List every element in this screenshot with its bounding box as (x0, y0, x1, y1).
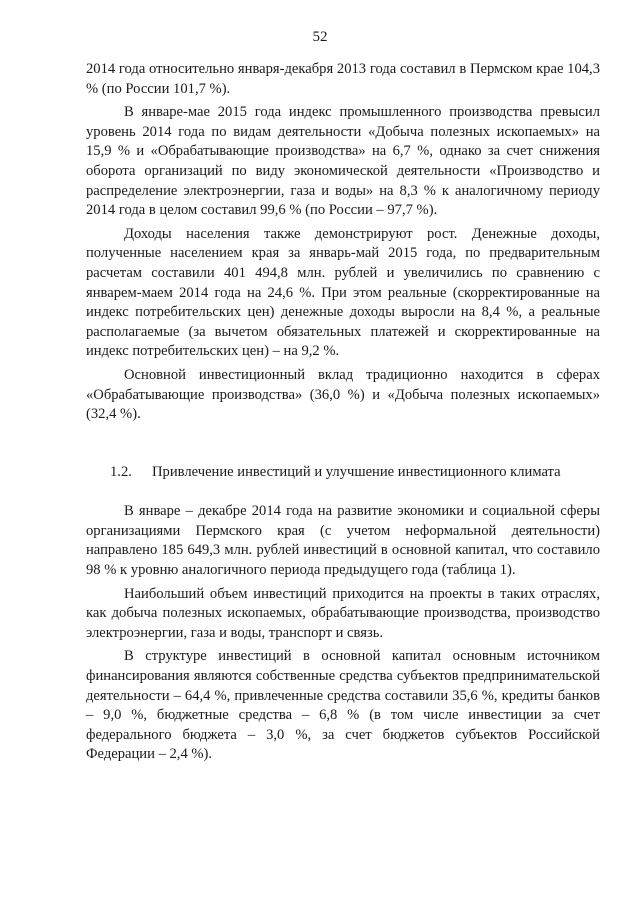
paragraph-investment-volume: В январе – декабре 2014 года на развитие экономики и социальной сферы организациями Пермского края (с учетом неформальной деятельности) направлено 185 649,3 млн. рублей инвестиций в основной капитал, что составило 98 % к уровню аналогичного периода предыдущего года (таблица 1). (86, 503, 600, 579)
paragraph-investment-contribution: Основной инвестиционный вклад традиционно находится в сферах «Обрабатывающие производства» (36,0 %) и «Добыча полезных ископаемых» (32,4 %). (86, 366, 600, 423)
section-title: Привлечение инвестиций и улучшение инвестиционного климата (152, 463, 561, 480)
paragraph-population-income: Доходы населения также демонстрируют рост. Денежные доходы, полученные населением края за январь-май 2015 года, по предварительным расчетам составили 401 494,8 млн. рублей и увеличились по сравнению с январем-маем 2014 года на 24,6 %. При этом реальные (скорректированные на индекс потребительских цен) денежные доходы выросли на 8,4 %, а реальные располагаемые (за вычетом обязательных платежей и скорректированные на индекс потребительских цен) – на 9,2 %. (86, 225, 600, 360)
section-heading (86, 463, 600, 483)
page-number: 52 (312, 29, 328, 45)
page-body (86, 60, 600, 769)
section-number: 1.2. (110, 463, 132, 480)
paragraph-investment-sectors: Наибольший объем инвестиций приходится на проекты в таких отраслях, как добыча полезных ископаемых, обрабатывающие производства, производство электроэнергии, газа и воды, транспорт и связь. (86, 585, 600, 641)
paragraph-industrial-index: В январе-мае 2015 года индекс промышленного производства превысил уровень 2014 года по видам деятельности «Добыча полезных ископаемых» на 15,9 % и «Обрабатывающие производства» на 6,7 %, однако за счет снижения оборота организаций по виду экономической деятельности «Производство и распределение электроэнергии, газа и воды» на 8,3 % к аналогичному периоду 2014 года в целом составил 99,6 % (по России – 97,7 %). (86, 104, 600, 219)
paragraph-continuation: 2014 года относительно января-декабря 2013 года составил в Пермском крае 104,3 % (по России 101,7 %). (86, 61, 600, 97)
paragraph-investment-structure: В структуре инвестиций в основной капитал основным источником финансирования являются собственные средства субъектов предпринимательской деятельности – 64,4 %, привлеченные средства составили 35,6 %, кредиты банков – 9,0 %, бюджетные средства – 6,8 % (в том числе инвестиции за счет федерального бюджета – 3,0 %, за счет бюджетов субъектов Российской Федерации – 2,4 %). (86, 648, 600, 763)
